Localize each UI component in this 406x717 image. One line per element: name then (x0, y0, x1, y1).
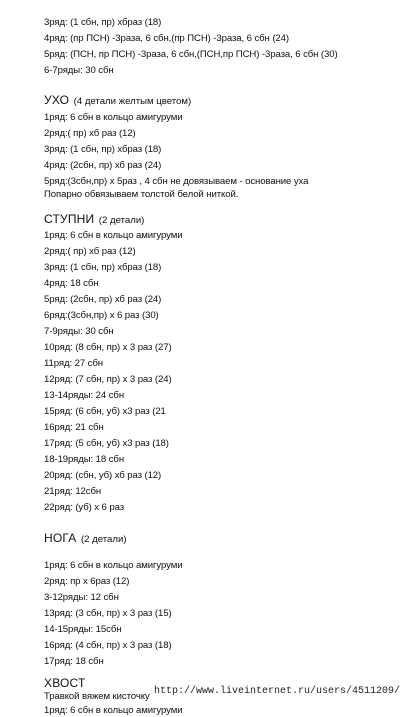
section-title: НОГА (44, 531, 77, 545)
text-line: 6-7ряды: 30 сбн (44, 65, 114, 76)
text-line: 21ряд: 12сбн (44, 486, 102, 497)
text-line: 2ряд: пр х 6раз (12) (44, 576, 130, 587)
text-line: 4ряд: (2сбн, пр) хб раз (24) (44, 160, 162, 171)
text-line: 2ряд:( пр) хб раз (12) (44, 246, 136, 257)
text-line: 3ряд: (1 сбн, пр) хбраз (18) (44, 144, 162, 155)
section-title: УХО (44, 93, 70, 107)
text-line: 13ряд: (3 сбн, пр) х 3 раз (15) (44, 608, 172, 619)
text-line: 5ряд:(3сбн,пр) х 5раз , 4 сбн не довязываем - основание уха (44, 176, 309, 187)
text-line: 15ряд: (6 сбн, уб) х3 раз (21 (44, 406, 166, 417)
section-heading-feet (44, 212, 144, 228)
text-line: 17ряд: (5 сбн, уб) х3 раз (18) (44, 438, 169, 449)
section-note: (2 детали) (80, 534, 127, 545)
text-line: 20ряд: (сбн, уб) хб раз (12) (44, 470, 162, 481)
text-line: 22ряд: (уб) х 6 раз (44, 502, 125, 513)
text-line: 14-15ряды: 15сбн (44, 624, 122, 635)
text-line: 3ряд: (1 сбн, пр) хбраз (18) (44, 17, 162, 28)
text-line: 1ряд: 6 сбн в кольцо амигуруми (44, 112, 183, 123)
section-note: (4 детали желтым цветом) (73, 96, 192, 107)
section-heading-ear (44, 93, 191, 109)
text-line: Травкой вяжем кисточку (44, 691, 150, 702)
text-line: 1ряд: 6 сбн в кольцо амигуруми (44, 230, 183, 241)
text-line: 1ряд: 6 сбн в кольцо амигуруми (44, 560, 183, 571)
text-line: 13-14ряды: 24 сбн (44, 390, 125, 401)
text-line: 10ряд: (8 сбн, пр) х 3 раз (27) (44, 342, 172, 353)
text-line: 7-9ряды: 30 сбн (44, 326, 114, 337)
text-line: 16ряд: 21 сбн (44, 422, 104, 433)
text-line: 3-12ряды: 12 сбн (44, 592, 119, 603)
section-title: СТУПНИ (44, 212, 95, 226)
text-line: 4ряд: (пр ПСН) -3раза, 6 сбн,(пр ПСН) -3раза, 6 сбн (24) (44, 33, 289, 44)
text-line: 1ряд: 6 сбн в кольцо амигуруми (44, 705, 183, 716)
text-line: 3ряд: (1 сбн, пр) хбраз (18) (44, 262, 162, 273)
text-line: 4ряд: 18 сбн (44, 278, 99, 289)
watermark-url: http://www.liveinternet.ru/users/4511209/ (153, 686, 400, 697)
section-title: ХВОСТ (44, 676, 86, 690)
text-line: 18-19ряды: 18 сбн (44, 454, 125, 465)
section-heading-tail (44, 676, 86, 690)
text-line: Попарно обвязываем толстой белой ниткой. (44, 189, 239, 200)
text-line: 2ряд:( пр) хб раз (12) (44, 128, 136, 139)
text-line: 17ряд: 18 сбн (44, 656, 104, 667)
text-line: 16ряд: (4 сбн, пр) х 3 раз (18) (44, 640, 172, 651)
text-line: 5ряд: (ПСН, пр ПСН) -3раза, 6 сбн,(ПСН,пр ПСН) -3раза, 6 сбн (30) (44, 49, 338, 60)
section-note: (2 детали) (98, 215, 145, 226)
text-line: 6ряд:(3сбн,пр) х 6 раз (30) (44, 310, 159, 321)
text-line: 11ряд: 27 сбн (44, 358, 103, 369)
text-line: 5ряд: (2сбн, пр) хб раз (24) (44, 294, 162, 305)
text-line: 12ряд: (7 сбн, пр) х 3 раз (24) (44, 374, 172, 385)
section-heading-leg (44, 531, 127, 547)
